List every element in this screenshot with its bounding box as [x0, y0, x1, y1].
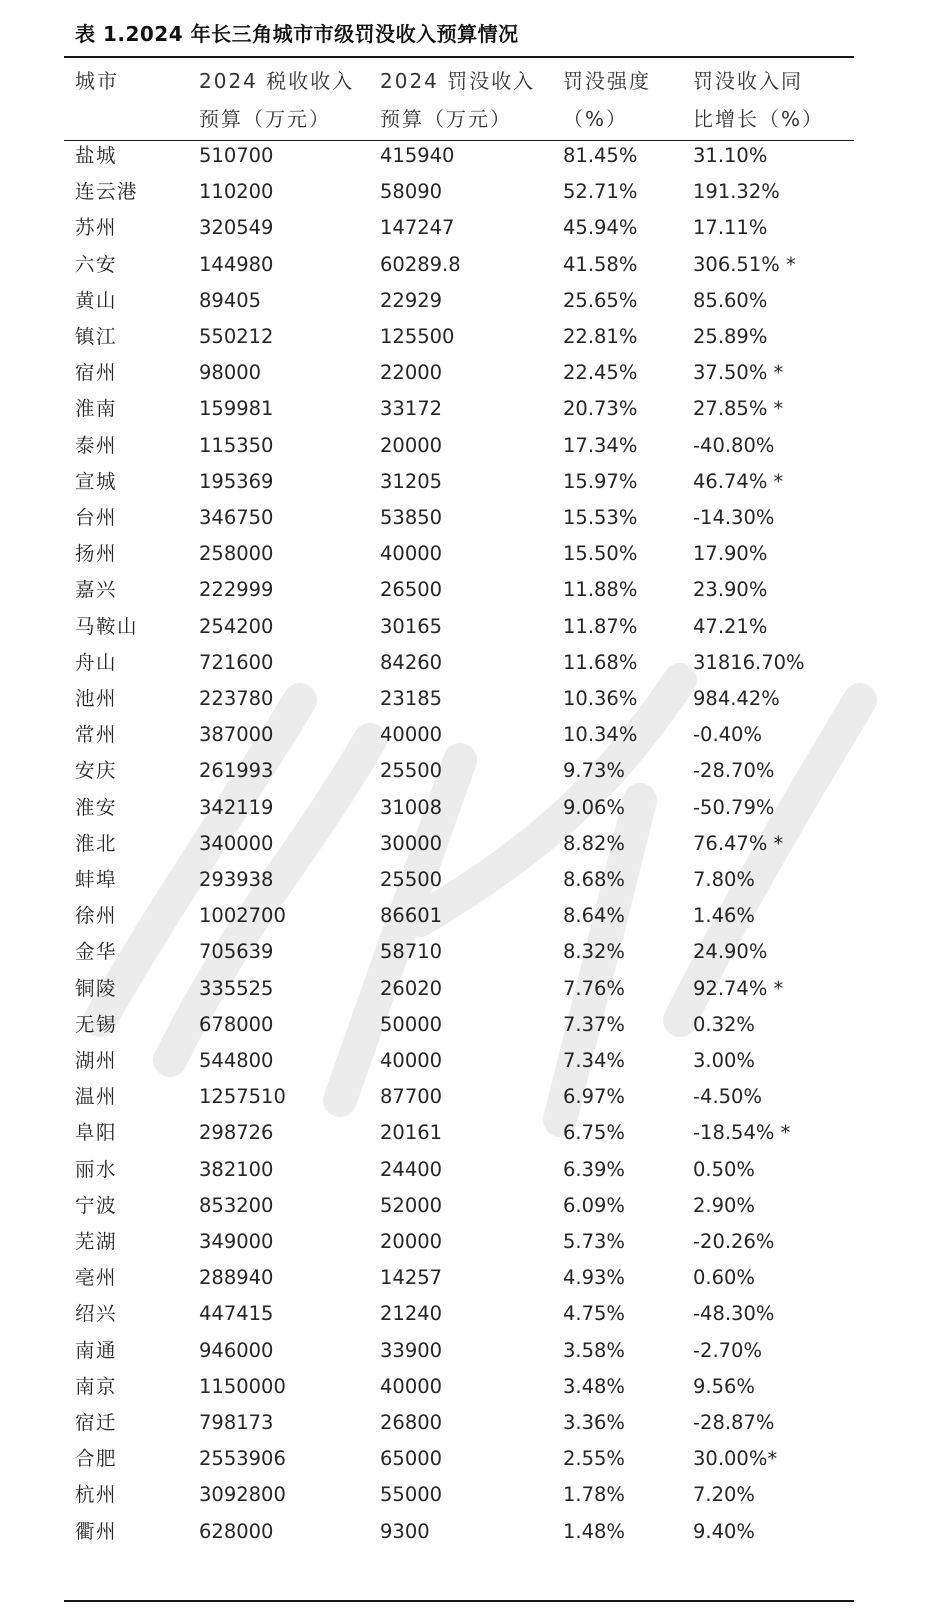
- table-row: [64, 1405, 854, 1441]
- cell-fine-growth: 0.32%: [693, 1012, 755, 1036]
- cell-fine-intensity: 2.55%: [563, 1447, 625, 1471]
- cell-tax-budget: 447415: [199, 1302, 274, 1326]
- cell-fine-budget: 20161: [380, 1121, 443, 1145]
- table-row: [64, 572, 854, 608]
- table-row: [64, 645, 854, 681]
- cell-fine-intensity: 15.53%: [563, 506, 638, 529]
- cell-city: 淮安: [75, 795, 118, 819]
- cell-fine-intensity: 8.64%: [563, 904, 625, 928]
- cell-tax-budget: 335525: [199, 976, 274, 1000]
- table-bottom-rule: [64, 1600, 854, 1602]
- table-row: [64, 1441, 854, 1477]
- cell-city: 蚌埠: [75, 868, 118, 891]
- cell-city: 杭州: [75, 1483, 118, 1507]
- cell-fine-budget: 23185: [380, 687, 443, 710]
- cell-fine-intensity: 81.45%: [563, 144, 638, 167]
- cell-tax-budget: 342119: [199, 795, 274, 819]
- cell-fine-growth: 25.89%: [693, 325, 768, 348]
- table-row: [64, 1477, 854, 1513]
- cell-fine-budget: 22000: [380, 361, 443, 385]
- cell-fine-growth: 306.51% *: [693, 252, 796, 276]
- cell-fine-budget: 415940: [380, 144, 455, 167]
- table-row: [64, 1514, 854, 1550]
- table-row: [64, 428, 854, 464]
- cell-city: 无锡: [75, 1012, 118, 1036]
- cell-fine-growth: 76.47% *: [693, 831, 784, 855]
- cell-tax-budget: 288940: [199, 1266, 274, 1290]
- header-fine-growth-line1: 罚没收入同: [693, 69, 803, 93]
- cell-tax-budget: 382100: [199, 1157, 274, 1181]
- cell-fine-intensity: 4.75%: [563, 1302, 625, 1326]
- cell-fine-budget: 60289.8: [380, 252, 461, 276]
- cell-fine-budget: 84260: [380, 650, 443, 674]
- cell-tax-budget: 223780: [199, 687, 274, 710]
- cell-tax-budget: 2553906: [199, 1447, 286, 1471]
- cell-city: 铜陵: [75, 976, 118, 1000]
- cell-fine-budget: 14257: [380, 1266, 443, 1290]
- cell-fine-budget: 26800: [380, 1411, 443, 1434]
- cell-fine-budget: 55000: [380, 1483, 443, 1507]
- table-row: [64, 500, 854, 536]
- cell-fine-budget: 86601: [380, 904, 443, 928]
- cell-tax-budget: 320549: [199, 216, 274, 240]
- cell-tax-budget: 115350: [199, 433, 274, 457]
- table-row: [64, 464, 854, 500]
- table-row: [64, 1260, 854, 1296]
- cell-city: 黄山: [75, 288, 118, 312]
- header-fine-budget: [380, 62, 535, 138]
- cell-fine-budget: 125500: [380, 325, 455, 348]
- cell-fine-growth: 7.80%: [693, 868, 755, 891]
- cell-fine-intensity: 1.78%: [563, 1483, 625, 1507]
- cell-city: 衢州: [75, 1519, 118, 1543]
- cell-fine-growth: 24.90%: [693, 940, 768, 964]
- cell-city: 宣城: [75, 469, 118, 493]
- cell-fine-growth: -28.87%: [693, 1411, 775, 1434]
- cell-fine-growth: -50.79%: [693, 795, 775, 819]
- table-row: [64, 1224, 854, 1260]
- cell-tax-budget: 1002700: [199, 904, 286, 928]
- cell-fine-budget: 26020: [380, 976, 443, 1000]
- cell-city: 徐州: [75, 904, 118, 928]
- table-row: [64, 1333, 854, 1369]
- cell-fine-growth: 85.60%: [693, 288, 768, 312]
- cell-tax-budget: 89405: [199, 288, 262, 312]
- cell-fine-growth: 92.74% *: [693, 976, 784, 1000]
- cell-fine-growth: 7.20%: [693, 1483, 755, 1507]
- cell-fine-intensity: 1.48%: [563, 1519, 625, 1543]
- cell-fine-budget: 31205: [380, 469, 443, 493]
- table-row: [64, 826, 854, 862]
- table-row: [64, 862, 854, 898]
- cell-fine-growth: -18.54% *: [693, 1121, 791, 1145]
- cell-city: 安庆: [75, 759, 118, 783]
- cell-tax-budget: 678000: [199, 1012, 274, 1036]
- cell-fine-intensity: 8.32%: [563, 940, 625, 964]
- cell-fine-budget: 30000: [380, 831, 443, 855]
- cell-fine-growth: 46.74% *: [693, 469, 784, 493]
- table-row: [64, 210, 854, 246]
- cell-fine-budget: 30165: [380, 614, 443, 638]
- cell-fine-intensity: 10.34%: [563, 723, 638, 747]
- cell-fine-budget: 21240: [380, 1302, 443, 1326]
- cell-city: 六安: [75, 252, 118, 276]
- cell-fine-intensity: 8.68%: [563, 868, 625, 891]
- cell-fine-intensity: 3.48%: [563, 1374, 625, 1398]
- cell-fine-budget: 40000: [380, 1374, 443, 1398]
- cell-fine-growth: 31.10%: [693, 144, 768, 167]
- cell-fine-growth: 23.90%: [693, 578, 768, 602]
- cell-tax-budget: 705639: [199, 940, 274, 964]
- cell-fine-growth: -48.30%: [693, 1302, 775, 1326]
- cell-fine-budget: 24400: [380, 1157, 443, 1181]
- cell-fine-growth: -4.50%: [693, 1085, 762, 1109]
- table-row: [64, 1188, 854, 1224]
- cell-fine-growth: 27.85% *: [693, 397, 784, 421]
- cell-city: 淮南: [75, 397, 118, 421]
- table-row: [64, 1296, 854, 1332]
- header-tax-budget-line1: 2024 税收收入: [199, 69, 355, 93]
- cell-fine-intensity: 3.36%: [563, 1411, 625, 1434]
- cell-tax-budget: 340000: [199, 831, 274, 855]
- cell-city: 舟山: [75, 650, 118, 674]
- cell-city: 阜阳: [75, 1121, 118, 1145]
- cell-fine-growth: 2.90%: [693, 1193, 755, 1217]
- cell-tax-budget: 349000: [199, 1230, 274, 1253]
- table-top-rule: [64, 56, 854, 58]
- cell-fine-intensity: 15.50%: [563, 542, 638, 566]
- cell-fine-intensity: 6.39%: [563, 1157, 625, 1181]
- table-row: [64, 1369, 854, 1405]
- cell-city: 镇江: [75, 325, 118, 348]
- cell-city: 丽水: [75, 1157, 118, 1181]
- table-row: [64, 138, 854, 174]
- cell-fine-budget: 31008: [380, 795, 443, 819]
- cell-city: 宿迁: [75, 1411, 118, 1434]
- cell-city: 宿州: [75, 361, 118, 385]
- cell-fine-intensity: 4.93%: [563, 1266, 625, 1290]
- cell-city: 金华: [75, 940, 118, 964]
- cell-fine-budget: 33900: [380, 1338, 443, 1362]
- cell-fine-intensity: 3.58%: [563, 1338, 625, 1362]
- cell-tax-budget: 550212: [199, 325, 274, 348]
- cell-fine-growth: 31816.70%: [693, 650, 805, 674]
- cell-city: 苏州: [75, 216, 118, 240]
- cell-tax-budget: 110200: [199, 180, 274, 204]
- cell-tax-budget: 144980: [199, 252, 274, 276]
- cell-tax-budget: 298726: [199, 1121, 274, 1145]
- table-row: [64, 1043, 854, 1079]
- cell-fine-growth: 17.90%: [693, 542, 768, 566]
- table-row: [64, 247, 854, 283]
- cell-fine-intensity: 11.68%: [563, 650, 638, 674]
- cell-fine-growth: 30.00%*: [693, 1447, 778, 1471]
- cell-fine-intensity: 17.34%: [563, 433, 638, 457]
- header-city: [75, 62, 119, 100]
- cell-fine-growth: 17.11%: [693, 216, 768, 240]
- cell-fine-growth: 37.50% *: [693, 361, 784, 385]
- cell-city: 亳州: [75, 1266, 118, 1290]
- cell-fine-growth: -0.40%: [693, 723, 762, 747]
- cell-city: 南通: [75, 1338, 118, 1362]
- cell-tax-budget: 510700: [199, 144, 274, 167]
- cell-fine-intensity: 5.73%: [563, 1230, 625, 1253]
- cell-fine-growth: 9.56%: [693, 1374, 755, 1398]
- table-row: [64, 934, 854, 970]
- cell-fine-intensity: 9.06%: [563, 795, 625, 819]
- cell-fine-growth: -20.26%: [693, 1230, 775, 1253]
- cell-tax-budget: 258000: [199, 542, 274, 566]
- header-tax-budget: [199, 62, 354, 138]
- header-fine-growth-line2: 比增长（%）: [693, 107, 825, 131]
- cell-fine-growth: 9.40%: [693, 1519, 755, 1543]
- cell-tax-budget: 254200: [199, 614, 274, 638]
- cell-tax-budget: 798173: [199, 1411, 274, 1434]
- cell-fine-intensity: 7.34%: [563, 1049, 625, 1072]
- table-row: [64, 319, 854, 355]
- cell-tax-budget: 293938: [199, 868, 274, 891]
- cell-city: 绍兴: [75, 1302, 118, 1326]
- cell-fine-growth: -28.70%: [693, 759, 775, 783]
- cell-tax-budget: 346750: [199, 506, 274, 529]
- cell-fine-intensity: 6.75%: [563, 1121, 625, 1145]
- cell-city: 盐城: [75, 144, 118, 167]
- cell-city: 嘉兴: [75, 578, 118, 602]
- cell-fine-growth: 47.21%: [693, 614, 768, 638]
- cell-fine-budget: 58090: [380, 180, 443, 204]
- cell-fine-intensity: 6.97%: [563, 1085, 625, 1109]
- cell-tax-budget: 3092800: [199, 1483, 286, 1507]
- table-row: [64, 1152, 854, 1188]
- cell-city: 马鞍山: [75, 614, 139, 638]
- header-fine-intensity: [563, 62, 651, 138]
- cell-fine-budget: 58710: [380, 940, 443, 964]
- cell-fine-budget: 65000: [380, 1447, 443, 1471]
- cell-fine-intensity: 7.76%: [563, 976, 625, 1000]
- cell-city: 宁波: [75, 1193, 118, 1217]
- cell-fine-intensity: 11.87%: [563, 614, 638, 638]
- cell-fine-intensity: 6.09%: [563, 1193, 625, 1217]
- cell-fine-growth: -14.30%: [693, 506, 775, 529]
- table-row: [64, 971, 854, 1007]
- cell-fine-growth: -2.70%: [693, 1338, 762, 1362]
- cell-tax-budget: 628000: [199, 1519, 274, 1543]
- cell-city: 淮北: [75, 831, 118, 855]
- header-tax-budget-line2: 预算（万元）: [199, 107, 331, 131]
- cell-fine-growth: 0.60%: [693, 1266, 755, 1290]
- cell-fine-intensity: 25.65%: [563, 288, 638, 312]
- cell-city: 合肥: [75, 1447, 118, 1471]
- cell-fine-budget: 40000: [380, 1049, 443, 1072]
- header-fine-intensity-line2: （%）: [563, 107, 629, 131]
- cell-tax-budget: 544800: [199, 1049, 274, 1072]
- cell-tax-budget: 261993: [199, 759, 274, 783]
- header-fine-budget-line1: 2024 罚没收入: [380, 69, 536, 93]
- cell-tax-budget: 98000: [199, 361, 262, 385]
- cell-fine-intensity: 20.73%: [563, 397, 638, 421]
- cell-fine-intensity: 11.88%: [563, 578, 638, 602]
- header-fine-budget-line2: 预算（万元）: [380, 107, 512, 131]
- table-row: [64, 681, 854, 717]
- table-row: [64, 1115, 854, 1151]
- cell-tax-budget: 1150000: [199, 1374, 286, 1398]
- table-row: [64, 790, 854, 826]
- cell-fine-budget: 147247: [380, 216, 455, 240]
- cell-tax-budget: 853200: [199, 1193, 274, 1217]
- cell-tax-budget: 946000: [199, 1338, 274, 1362]
- cell-fine-intensity: 22.81%: [563, 325, 638, 348]
- cell-fine-budget: 53850: [380, 506, 443, 529]
- cell-fine-growth: -40.80%: [693, 433, 775, 457]
- cell-fine-intensity: 7.37%: [563, 1012, 625, 1036]
- cell-fine-growth: 191.32%: [693, 180, 780, 204]
- cell-tax-budget: 195369: [199, 469, 274, 493]
- cell-fine-intensity: 8.82%: [563, 831, 625, 855]
- cell-city: 常州: [75, 723, 118, 747]
- cell-city: 台州: [75, 506, 118, 529]
- cell-city: 湖州: [75, 1049, 118, 1072]
- header-fine-intensity-line1: 罚没强度: [563, 69, 651, 93]
- table-title: 表 1.2024 年长三角城市市级罚没收入预算情况: [75, 22, 519, 46]
- cell-city: 连云港: [75, 180, 139, 204]
- table-row: [64, 174, 854, 210]
- cell-fine-growth: 0.50%: [693, 1157, 755, 1181]
- cell-fine-intensity: 10.36%: [563, 687, 638, 710]
- cell-fine-budget: 40000: [380, 542, 443, 566]
- cell-fine-budget: 25500: [380, 868, 443, 891]
- cell-city: 扬州: [75, 542, 118, 566]
- cell-fine-intensity: 41.58%: [563, 252, 638, 276]
- cell-fine-growth: 3.00%: [693, 1049, 755, 1072]
- cell-fine-intensity: 52.71%: [563, 180, 638, 204]
- cell-fine-budget: 25500: [380, 759, 443, 783]
- cell-tax-budget: 159981: [199, 397, 274, 421]
- table-row: [64, 717, 854, 753]
- table-row: [64, 1007, 854, 1043]
- cell-fine-budget: 22929: [380, 288, 443, 312]
- cell-city: 泰州: [75, 433, 118, 457]
- cell-city: 温州: [75, 1085, 118, 1109]
- cell-tax-budget: 222999: [199, 578, 274, 602]
- table-row: [64, 1079, 854, 1115]
- cell-fine-budget: 33172: [380, 397, 443, 421]
- cell-fine-budget: 52000: [380, 1193, 443, 1217]
- header-fine-growth: [693, 62, 824, 138]
- cell-city: 南京: [75, 1374, 118, 1398]
- cell-fine-budget: 9300: [380, 1519, 430, 1543]
- cell-fine-growth: 984.42%: [693, 687, 780, 710]
- table-row: [64, 898, 854, 934]
- table-row: [64, 536, 854, 572]
- cell-fine-budget: 50000: [380, 1012, 443, 1036]
- table-row: [64, 609, 854, 645]
- table-row: [64, 753, 854, 789]
- header-city-line1: 城市: [75, 69, 119, 93]
- cell-fine-budget: 20000: [380, 433, 443, 457]
- cell-city: 芜湖: [75, 1230, 118, 1253]
- cell-fine-intensity: 45.94%: [563, 216, 638, 240]
- table-row: [64, 391, 854, 427]
- cell-fine-intensity: 22.45%: [563, 361, 638, 385]
- cell-fine-growth: 1.46%: [693, 904, 755, 928]
- cell-tax-budget: 721600: [199, 650, 274, 674]
- cell-fine-intensity: 15.97%: [563, 469, 638, 493]
- table-row: [64, 283, 854, 319]
- cell-city: 池州: [75, 687, 118, 710]
- cell-fine-intensity: 9.73%: [563, 759, 625, 783]
- cell-fine-budget: 26500: [380, 578, 443, 602]
- cell-fine-budget: 20000: [380, 1230, 443, 1253]
- cell-fine-budget: 87700: [380, 1085, 443, 1109]
- cell-tax-budget: 387000: [199, 723, 274, 747]
- cell-fine-budget: 40000: [380, 723, 443, 747]
- table-row: [64, 355, 854, 391]
- cell-tax-budget: 1257510: [199, 1085, 286, 1109]
